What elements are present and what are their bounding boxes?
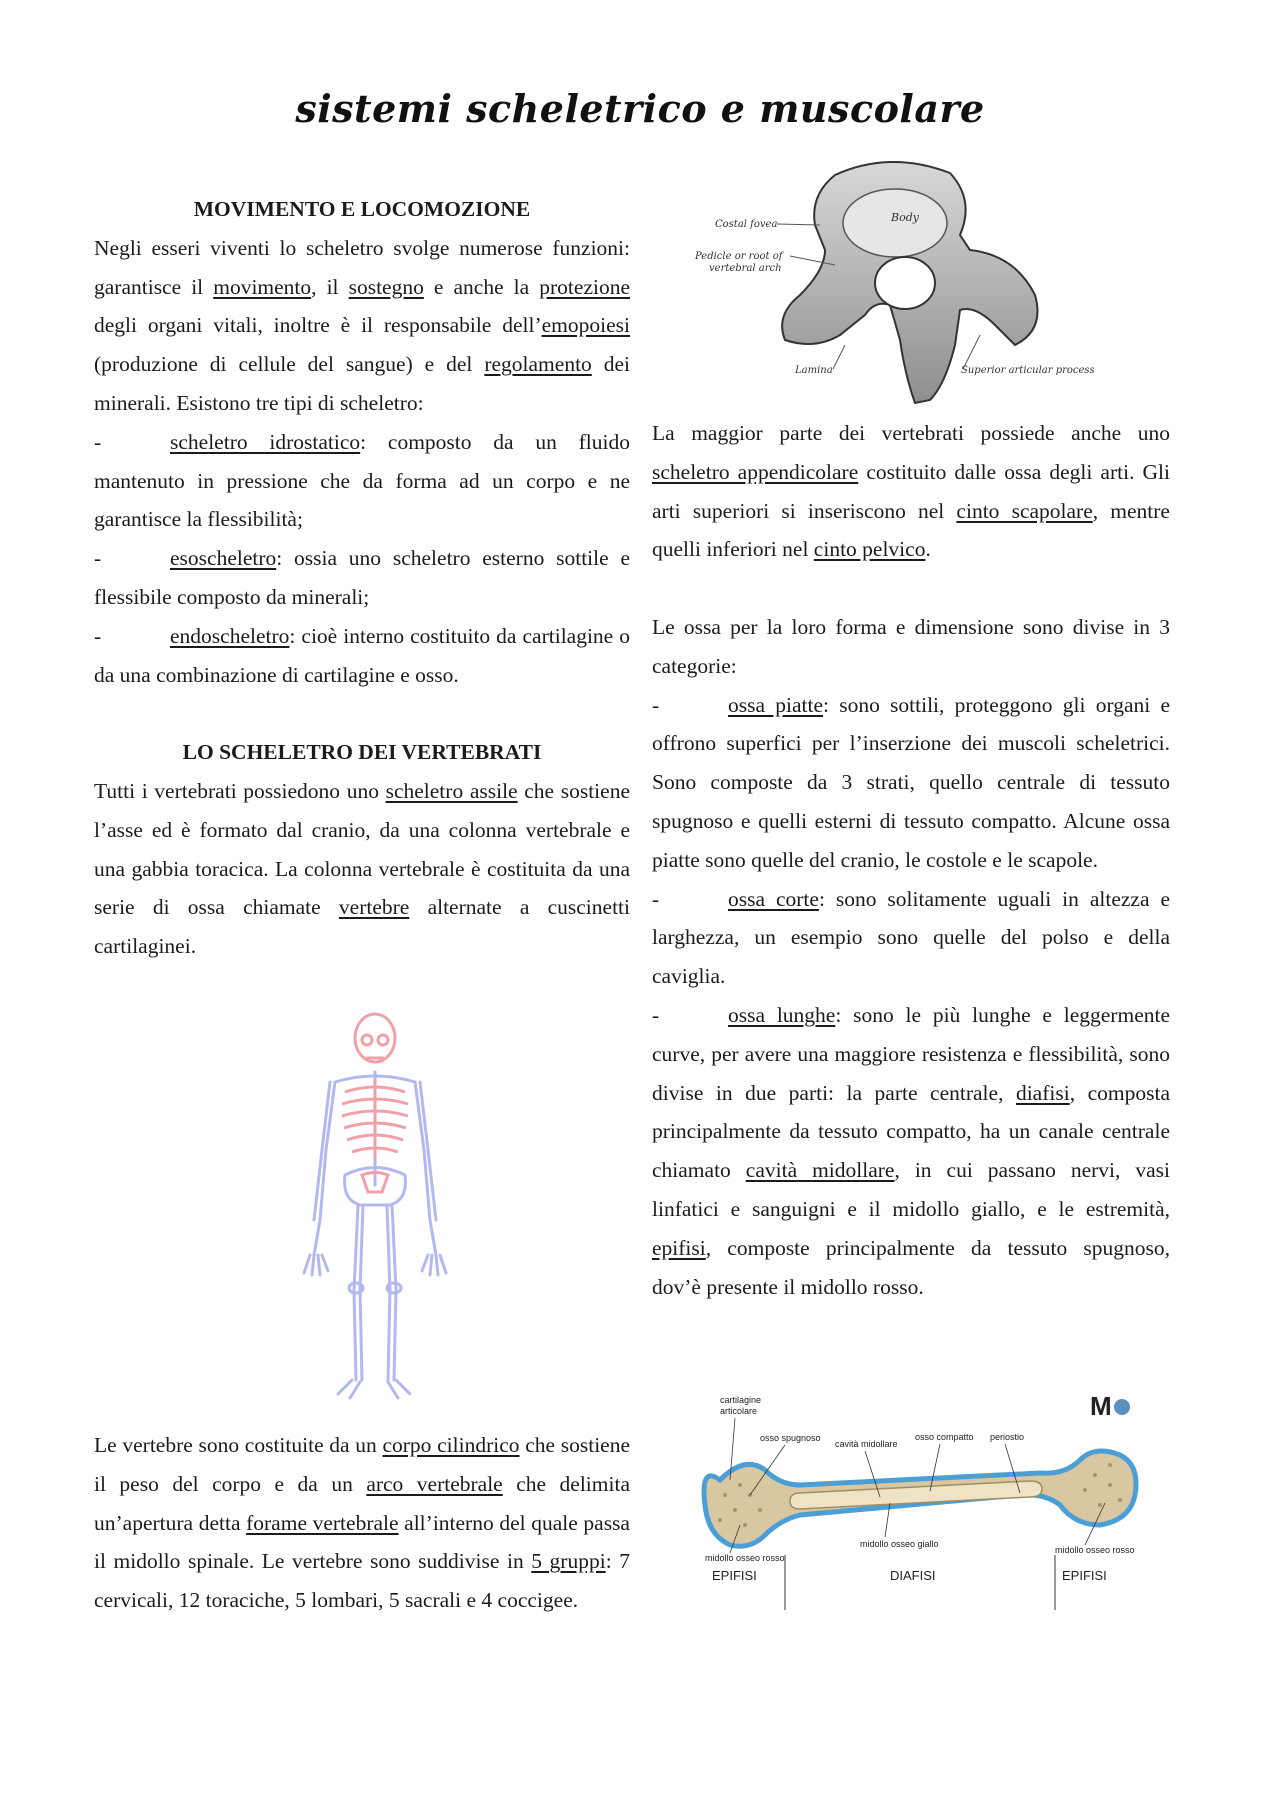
section-heading-vertebrates: LO SCHELETRO DEI VERTEBRATI	[182, 740, 542, 765]
label-periosteum: periostio	[990, 1432, 1025, 1442]
label-cartilage: cartilagine	[720, 1395, 762, 1405]
label-red-marrow-right: midollo osseo rosso	[1055, 1545, 1135, 1555]
label-pedicle: Pedicle or root of	[695, 251, 783, 262]
list-item: - ossa piatte: sono sottili, proteggono gli organi e offrono superfici per l’inserzione dei muscoli scheletrici. Sono composte da 3 strati, quello centrale di tessuto spugnoso e quelli esterni di tessuto compatto. Alcune ossa piatte sono quelle del cranio, le costole e le scapole.	[652, 692, 1170, 872]
term-arco-vertebrale: arco vertebrale	[366, 1471, 503, 1496]
vertebrae-paragraph: Le vertebre sono costituite da un corpo cilindrico che sostiene il peso del corpo e da un arco vertebrale che delimita un’apertura detta forame vertebrale all’interno del quale passa il midollo spinale. Le vertebre sono suddivise in 5 gruppi: 7 cervicali, 12 toraciche, 5 lombari, 5 sacrali e 4 coccigee.	[94, 1433, 631, 1613]
term-cinto-pelvico: cinto pelvico	[813, 537, 926, 562]
vertebrae-paragraph-block	[94, 1426, 630, 1620]
list-item: - scheletro idrostatico: composto da un fluido mantenuto in pressione che da forma ad un corpo e ne garantisce la flessibilità;	[94, 429, 630, 532]
label-spongy: osso spugnoso	[760, 1433, 821, 1443]
logo: M	[1090, 1391, 1112, 1421]
term-movimento: movimento	[213, 274, 312, 299]
term-forame-vertebrale: forame vertebrale	[246, 1510, 399, 1535]
term-5-gruppi: 5 gruppi	[531, 1549, 606, 1574]
label-body: Body	[891, 211, 919, 224]
term-diafisi: diafisi	[1015, 1080, 1070, 1105]
term-scheletro-idrostatico: scheletro idrostatico	[170, 429, 361, 454]
term-protezione: protezione	[539, 274, 631, 299]
term-esoscheletro: esoscheletro	[170, 546, 277, 571]
appendicular-paragraph: La maggior parte dei vertebrati possiede anche uno scheletro appendicolare costituito dalle ossa degli arti. Gli arti superiori si inseriscono nel cinto scapolare, mentre quelli inferiori nel cinto pelvico.	[652, 421, 1171, 562]
label-superior-articular: Superior articular process	[961, 365, 1095, 376]
list-item: - ossa corte: sono solitamente uguali in altezza e larghezza, un esempio sono quelle del polso e della caviglia.	[652, 886, 1171, 989]
intro-paragraph: Negli esseri viventi lo scheletro svolge numerose funzioni: garantisce il movimento, il sostegno e anche la protezione degli organi vitali, inoltre è il responsabile dell’emopoiesi (produzione di cellule del sangue) e del regolamento dei minerali. Esistono tre tipi di scheletro:	[94, 235, 631, 415]
term-endoscheletro: endoscheletro	[170, 623, 290, 648]
term-cinto-scapolare: cinto scapolare	[956, 498, 1093, 523]
term-vertebre: vertebre	[338, 895, 410, 920]
list-item: - endoscheletro: cioè interno costituito da cartilagine o da una combinazione di cartilagine e osso.	[94, 623, 630, 687]
label-lamina: Lamina	[795, 365, 833, 376]
vertebrates-paragraph: Tutti i vertebrati possiedono uno scheletro assile che sostiene l’asse ed è formato dal cranio, da una colonna vertebrale e una gabbia toracica. La colonna vertebrale è costituita da una serie di ossa chiamate vertebre alternate a cuscinetti cartilaginei.	[94, 778, 630, 959]
long-bone-diagram	[690, 1385, 1170, 1615]
label-red-marrow-left: midollo osseo rosso	[705, 1553, 785, 1563]
vertebra-diagram	[695, 155, 1105, 405]
label-epifisi-right: EPIFISI	[1062, 1568, 1107, 1583]
term-regolamento: regolamento	[484, 352, 592, 377]
bones-intro: Le ossa per la loro forma e dimensione sono divise in 3 categorie:	[652, 614, 1170, 678]
list-item: - ossa lunghe: sono le più lunghe e leggermente curve, per avere una maggiore resistenza e flessibilità, sono divise in due parti: la parte centrale, diafisi, composta principalmente da tessuto compatto, ha un canale centrale chiamato cavità midollare, in cui passano nervi, vasi linfatici e sanguigni e il midollo giallo, e le estremità, epifisi, composte principalmente da tessuto spugnoso, dov’è presente il midollo rosso.	[652, 1002, 1171, 1299]
term-scheletro-assile: scheletro assile	[385, 778, 518, 803]
list-item: - esoscheletro: ossia uno scheletro esterno sottile e flessibile composto da minerali;	[94, 546, 630, 609]
term-corpo-cilindrico: corpo cilindrico	[382, 1433, 520, 1457]
page-title: sistemi scheletrico e muscolare	[295, 86, 985, 131]
term-sostegno: sostegno	[348, 274, 424, 299]
label-compact: osso compatto	[915, 1432, 974, 1442]
term-ossa-corte: ossa corte	[728, 886, 819, 911]
label-costal-fovea: Costal fovea	[715, 219, 778, 230]
term-ossa-piatte: ossa piatte	[728, 692, 824, 717]
term-emopoiesi: emopoiesi	[541, 313, 630, 338]
term-epifisi: epifisi	[652, 1235, 706, 1260]
label-yellow-marrow: midollo osseo giallo	[860, 1539, 939, 1549]
right-column	[652, 414, 1170, 1306]
term-scheletro-appendicolare: scheletro appendicolare	[652, 459, 859, 484]
section-heading-movement: MOVIMENTO E LOCOMOZIONE	[193, 197, 531, 221]
term-cavita-midollare: cavità midollare	[745, 1158, 895, 1183]
label-diafisi: DIAFISI	[890, 1568, 936, 1583]
label-vertebral-arch: vertebral arch	[709, 263, 782, 274]
label-epifisi-left: EPIFISI	[712, 1568, 757, 1583]
human-skeleton-figure	[290, 1010, 460, 1410]
label-cavity: cavità midollare	[835, 1439, 898, 1449]
term-ossa-lunghe: ossa lunghe	[728, 1002, 836, 1027]
label-cartilage-2: articolare	[720, 1406, 758, 1416]
logo-icon	[1114, 1399, 1130, 1415]
left-column	[94, 190, 630, 966]
